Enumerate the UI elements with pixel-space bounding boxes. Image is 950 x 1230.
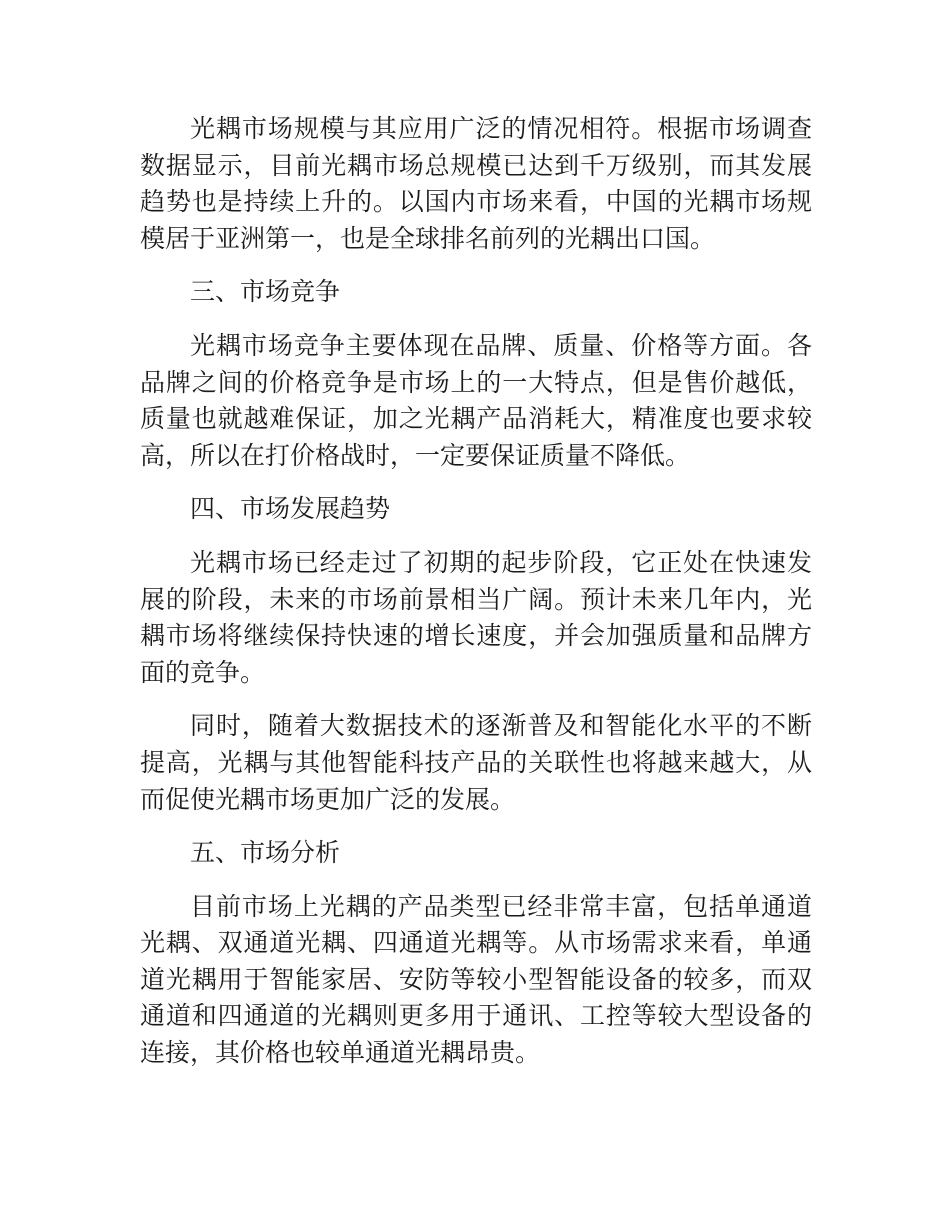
paragraph-market-scale: 光耦市场规模与其应用广泛的情况相符。根据市场调查数据显示，目前光耦市场总规模已达到千万级别，而其发展趋势也是持续上升的。以国内市场来看，中国的光耦市场规模居于亚洲第一，也是全球排名前列的光耦出口国。 <box>140 114 812 253</box>
heading-market-analysis: 五、市场分析 <box>190 838 341 868</box>
paragraph-market-competition: 光耦市场竞争主要体现在品牌、质量、价格等方面。各品牌之间的价格竞争是市场上的一大特点，但是售价越低，质量也就越难保证，加之光耦产品消耗大，精准度也要求较高，所以在打价格战时，一定要保证质量不降低。 <box>140 330 812 470</box>
paragraph-market-trend: 光耦市场已经走过了初期的起步阶段，它正处在快速发展的阶段，未来的市场前景相当广阔。预计未来几年内，光耦市场将继续保持快速的增长速度，并会加强质量和品牌方面的竞争。 <box>140 547 812 687</box>
heading-market-trend: 四、市场发展趋势 <box>190 494 391 524</box>
heading-market-competition: 三、市场竞争 <box>190 277 341 307</box>
paragraph-market-analysis: 目前市场上光耦的产品类型已经非常丰富，包括单通道光耦、双通道光耦、四通道光耦等。从市场需求来看，单通道光耦用于智能家居、安防等较小型智能设备的较多，而双通道和四通道的光耦则更多用于通讯、工控等较大型设备的连接，其价格也较单通道光耦昂贵。 <box>140 891 812 1068</box>
paragraph-big-data: 同时，随着大数据技术的逐渐普及和智能化水平的不断提高，光耦与其他智能科技产品的关联性也将越来越大，从而促使光耦市场更加广泛的发展。 <box>140 711 812 814</box>
document-page <box>140 111 812 1089</box>
